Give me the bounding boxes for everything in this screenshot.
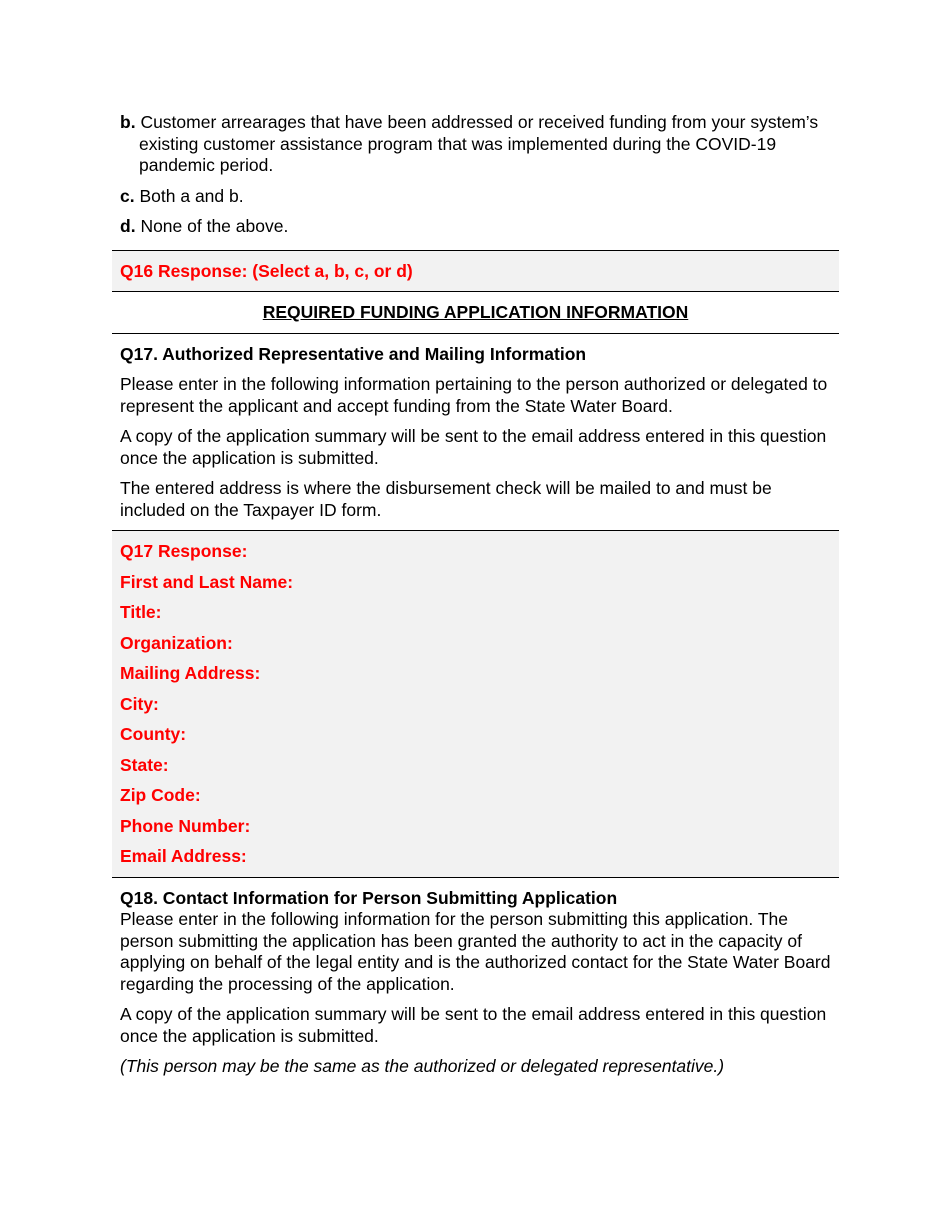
q18-paragraph: Please enter in the following information for the person submitting this application. The person submitting the application has been granted the authority to act in the capacity of applying on behalf of the legal entity and is the authorized contact for the State Water Board regarding the processing of the application. (120, 909, 831, 994)
q18-paragraph: A copy of the application summary will be sent to the email address entered in this question once the application is submitted. (120, 1004, 827, 1046)
answer-options (112, 112, 839, 238)
email-address-field-label[interactable]: Email Address: (120, 846, 247, 866)
option-text: None of the above. (140, 216, 289, 236)
option-text: Customer arrearages that have been addressed or received funding from your system’s existing customer assistance program that was implemented during the COVID-19 pandemic period. (139, 112, 819, 175)
q17-question-row (112, 333, 839, 531)
option-letter: d. (120, 216, 136, 236)
county-field-label[interactable]: County: (120, 724, 187, 744)
document-page (112, 112, 839, 1078)
phone-number-field-label[interactable]: Phone Number: (120, 815, 251, 836)
title-field-label[interactable]: Title: (120, 602, 162, 622)
q16-response-label[interactable]: Q16 Response: (Select a, b, c, or d) (120, 260, 413, 281)
option-letter: c. (120, 185, 135, 206)
mailing-address-field-label[interactable]: Mailing Address: (120, 663, 261, 683)
state-field-label[interactable]: State: (120, 754, 169, 775)
q17-paragraph: Please enter in the following information pertaining to the person authorized or delegated to represent the applicant and accept funding from the State Water Board. (120, 374, 828, 416)
q17-paragraph: A copy of the application summary will be sent to the email address entered in this question once the application is submitted. (120, 426, 827, 468)
q17-response-row (112, 530, 839, 878)
q18-note: (This person may be the same as the authorized or delegated representative.) (120, 1056, 725, 1076)
zip-code-field-label[interactable]: Zip Code: (120, 785, 201, 805)
q17-response-label[interactable]: Q17 Response: (120, 541, 248, 561)
q16-response-row (112, 250, 839, 292)
name-field-label[interactable]: First and Last Name: (120, 571, 294, 592)
option-text: Both a and b. (139, 185, 244, 206)
option-letter: b. (120, 112, 136, 132)
city-field-label[interactable]: City: (120, 693, 159, 714)
organization-field-label[interactable]: Organization: (120, 632, 233, 653)
q17-title: Q17. Authorized Representative and Mailing Information (120, 343, 587, 364)
option-d (112, 216, 839, 238)
option-c (112, 186, 839, 208)
section-heading-row (112, 291, 839, 333)
section-heading: REQUIRED FUNDING APPLICATION INFORMATION (262, 302, 689, 322)
q17-paragraph: The entered address is where the disbursement check will be mailed to and must be included on the Taxpayer ID form. (120, 478, 772, 520)
q18-question-row (112, 878, 839, 1078)
q18-title: Q18. Contact Information for Person Submitting Application (120, 887, 618, 908)
option-b (112, 112, 839, 177)
